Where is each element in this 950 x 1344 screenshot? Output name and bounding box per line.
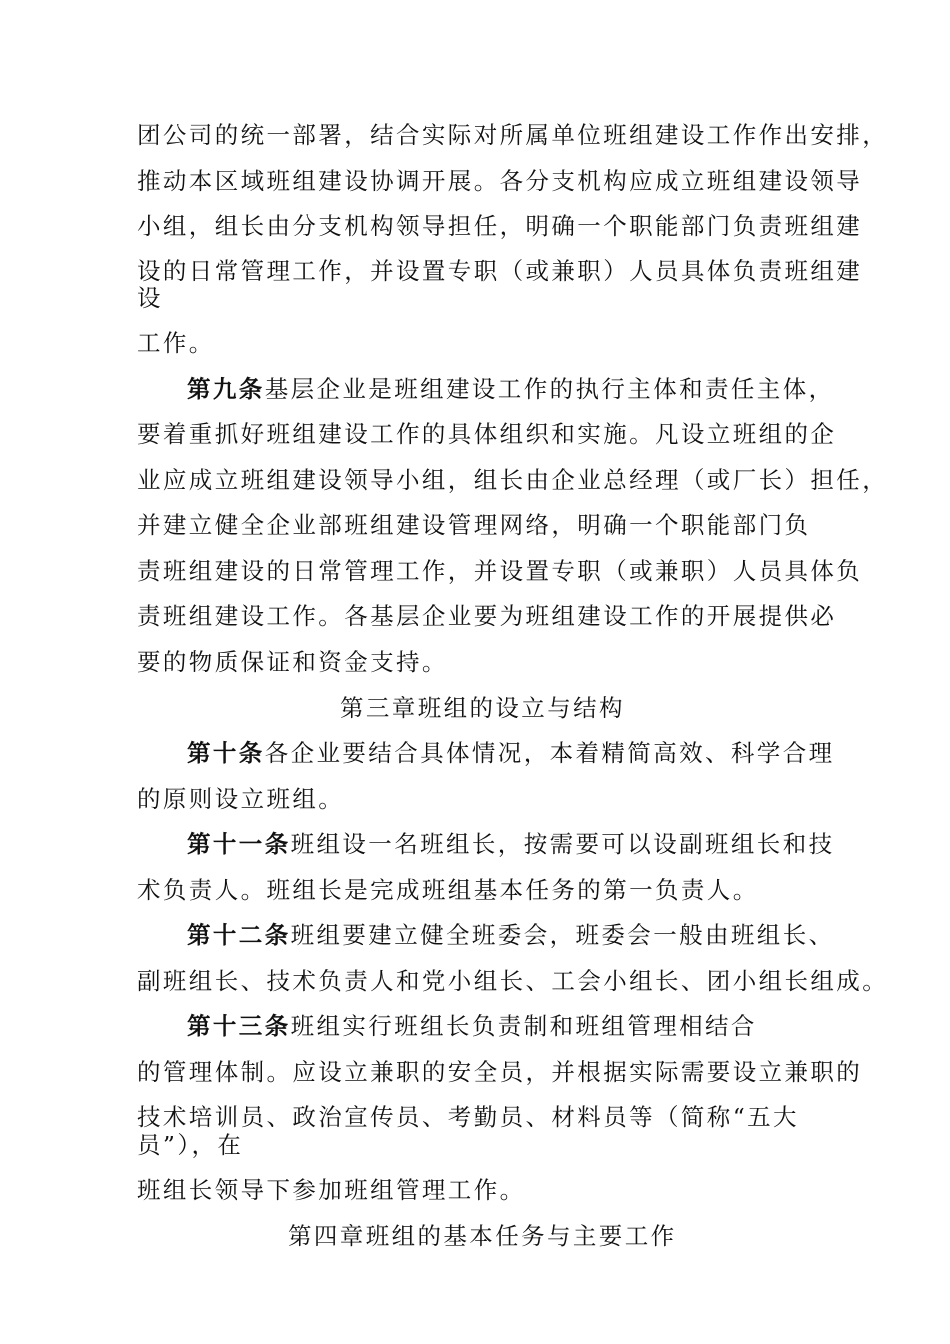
text-line: 副班组长、技术负责人和党小组长、工会小组长、团小组长组成。 xyxy=(137,967,889,995)
text-line: 班组长领导下参加班组管理工作。 xyxy=(137,1176,526,1204)
text-line: 团公司的统一部署，结合实际对所属单位班组建设工作作出安排， xyxy=(137,121,889,149)
text-line: 要着重抓好班组建设工作的具体组织和实施。凡设立班组的企 xyxy=(137,420,837,448)
text-line: 小组，组长由分支机构领导担任，明确一个职能部门负责班组建 xyxy=(137,212,863,240)
text-line: 术负责人。班组长是完成班组基本任务的第一负责人。 xyxy=(137,876,759,904)
article-11-line: 第十一条班组设一名班组长，按需要可以设副班组长和技 xyxy=(187,830,835,858)
text-line: 设 xyxy=(137,284,163,312)
text-line: 要的物质保证和资金支持。 xyxy=(137,648,448,676)
text-line: 工作。 xyxy=(137,329,215,357)
text-line: 推动本区域班组建设协调开展。各分支机构应成立班组建设领导 xyxy=(137,167,863,195)
article-11-title: 第十一条 xyxy=(187,830,291,858)
article-13-line: 第十三条班组实行班组长负责制和班组管理相结合 xyxy=(187,1012,757,1040)
chapter-3-heading: 第三章班组的设立与结构 xyxy=(340,694,625,722)
text-line: 技术培训员、政治宣传员、考勤员、材料员等（简称“五大 xyxy=(137,1103,799,1131)
text-line: 的原则设立班组。 xyxy=(137,785,345,813)
article-12-title: 第十二条 xyxy=(187,921,291,949)
article-13-title: 第十三条 xyxy=(187,1012,291,1040)
chapter-4-heading: 第四章班组的基本任务与主要工作 xyxy=(288,1222,677,1250)
article-10-title: 第十条 xyxy=(187,739,265,767)
text-line: 的管理体制。应设立兼职的安全员，并根据实际需要设立兼职的 xyxy=(137,1058,863,1086)
text-line: 员”），在 xyxy=(137,1131,244,1159)
article-9-title: 第九条 xyxy=(187,375,265,403)
text-line: 责班组建设工作。各基层企业要为班组建设工作的开展提供必 xyxy=(137,602,837,630)
article-9-line: 第九条基层企业是班组建设工作的执行主体和责任主体， xyxy=(187,375,835,403)
text-line: 并建立健全企业部班组建设管理网络，明确一个职能部门负 xyxy=(137,511,811,539)
text-line: 责班组建设的日常管理工作，并设置专职（或兼职）人员具体负 xyxy=(137,557,863,585)
article-10-line: 第十条各企业要结合具体情况，本着精简高效、科学合理 xyxy=(187,739,835,767)
text-line: 业应成立班组建设领导小组，组长由企业总经理（或厂长）担任， xyxy=(137,466,889,494)
text-line: 设的日常管理工作，并设置专职（或兼职）人员具体负责班组建 xyxy=(137,257,863,285)
article-12-line: 第十二条班组要建立健全班委会，班委会一般由班组长、 xyxy=(187,921,835,949)
